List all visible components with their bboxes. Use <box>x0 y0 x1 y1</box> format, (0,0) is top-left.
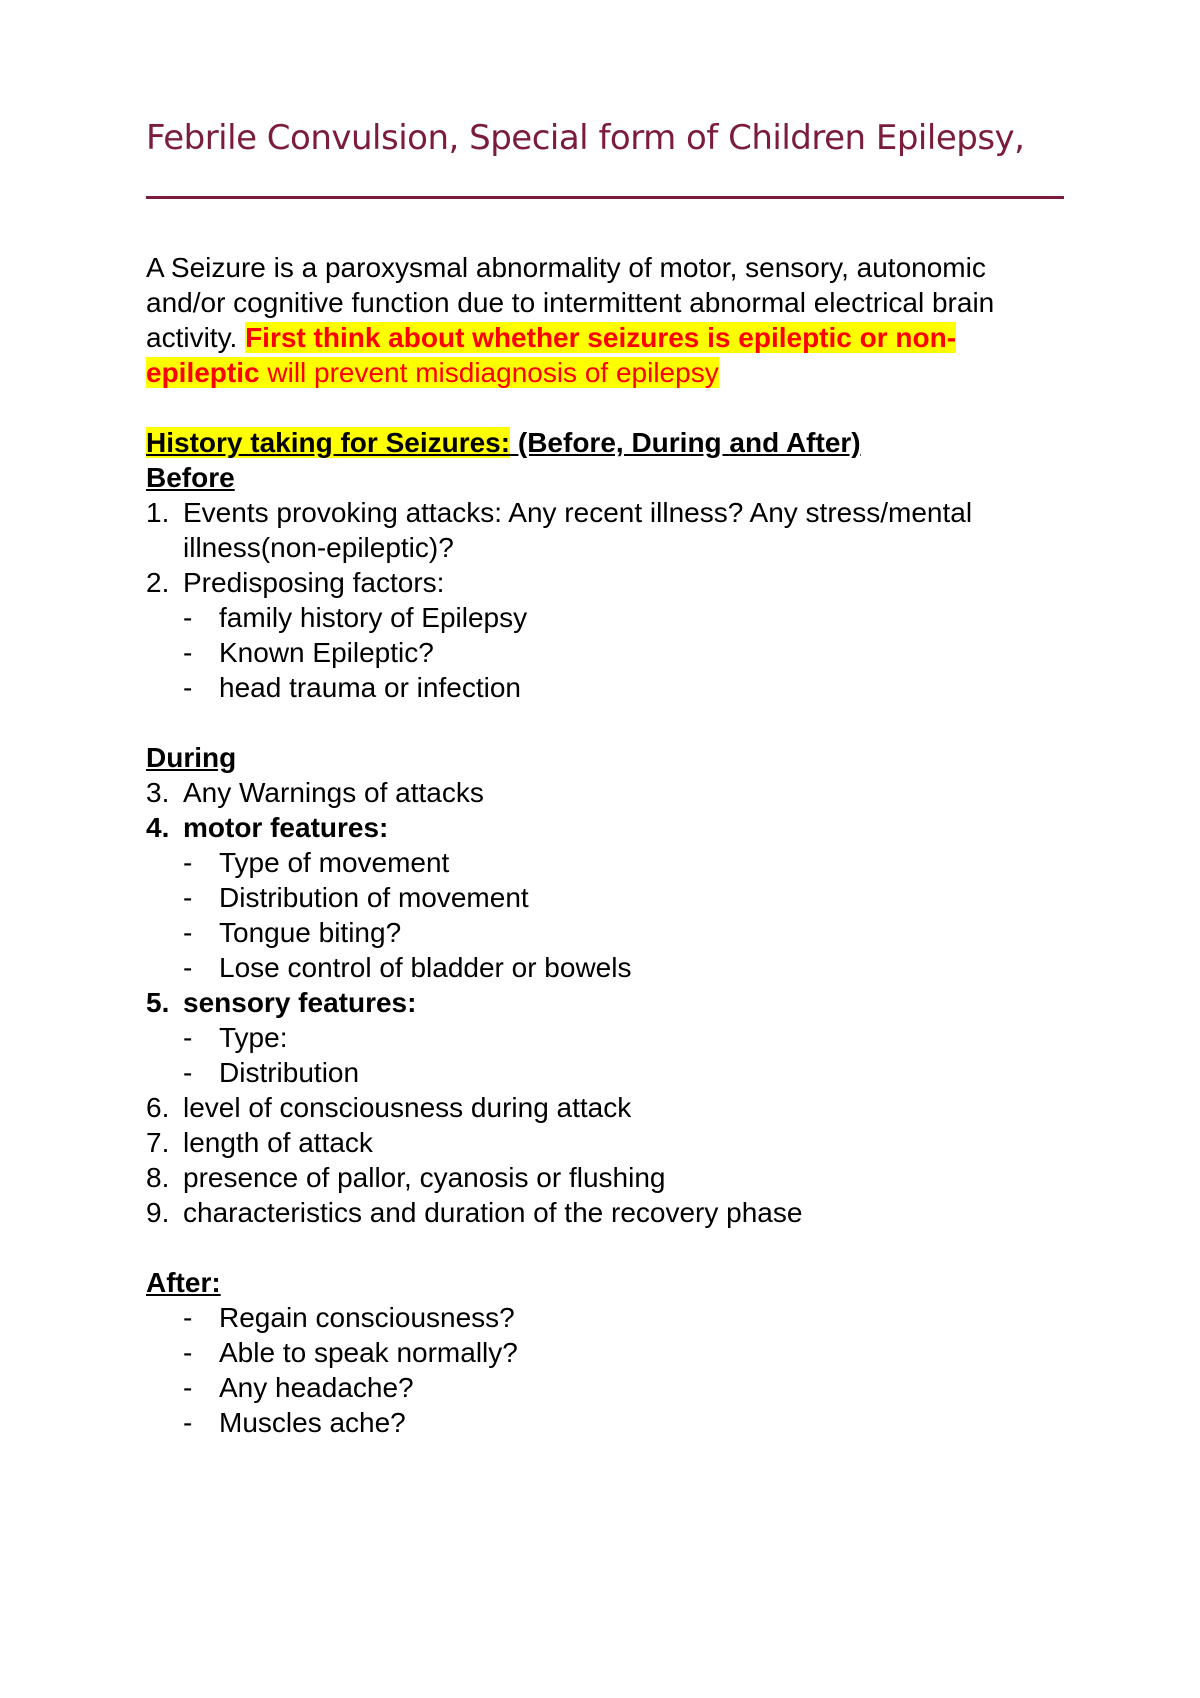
list-item <box>146 775 1066 810</box>
list-number: 1. <box>146 497 170 528</box>
list-number: 9. <box>146 1197 170 1228</box>
sub-list-item <box>146 600 1066 635</box>
list-item <box>146 565 1066 600</box>
dash-bullet: - <box>183 1302 193 1333</box>
list-text: Any Warnings of attacks <box>183 777 484 808</box>
list-item <box>146 1125 1066 1160</box>
sub-list-item <box>146 1020 1066 1055</box>
list-text: presence of pallor, cyanosis or flushing <box>183 1162 666 1193</box>
list-text: characteristics and duration of the recovery phase <box>183 1197 803 1228</box>
sub-list-text: head trauma or infection <box>219 672 521 703</box>
sub-list-text: Tongue biting? <box>219 917 402 948</box>
dash-bullet: - <box>183 602 193 633</box>
list-item <box>146 1195 1066 1230</box>
list-text: level of consciousness during attack <box>183 1092 632 1123</box>
list-text: length of attack <box>183 1127 373 1158</box>
dash-bullet: - <box>183 1022 193 1053</box>
sub-list-item <box>146 1300 1066 1335</box>
section-heading-during: During <box>146 742 237 773</box>
intro-emphasis-normal: will prevent misdiagnosis of epilepsy <box>259 357 719 388</box>
sub-list-text: Able to speak normally? <box>219 1337 518 1368</box>
sub-list-text: Regain consciousness? <box>219 1302 515 1333</box>
spacer <box>146 390 1066 425</box>
sub-list-item <box>146 950 1066 985</box>
history-heading <box>146 425 1066 460</box>
dash-bullet: - <box>183 847 193 878</box>
sub-list-text: Type of movement <box>219 847 450 878</box>
list-text: Events provoking attacks: Any recent illness? Any stress/mental illness(non-epileptic)? <box>183 497 973 563</box>
dash-bullet: - <box>183 1372 193 1403</box>
sub-list-item <box>146 915 1066 950</box>
dash-bullet: - <box>183 1337 193 1368</box>
spacer <box>146 705 1066 740</box>
sub-list-text: Distribution <box>219 1057 360 1088</box>
sub-list-item <box>146 670 1066 705</box>
spacer <box>146 1230 1066 1265</box>
sub-list-item <box>146 845 1066 880</box>
section-heading-before: Before <box>146 462 235 493</box>
sub-list-text: Distribution of movement <box>219 882 529 913</box>
sub-list-item <box>146 880 1066 915</box>
list-item <box>146 1160 1066 1195</box>
list-number: 4. <box>146 812 170 843</box>
list-number: 8. <box>146 1162 170 1193</box>
intro-text: A Seizure is a paroxysmal abnormality of motor, sensory, autonomic and/or cognitive function due to intermittent abnormal electrical brain activity. <box>146 252 995 353</box>
list-item <box>146 495 1066 565</box>
list-text: sensory features: <box>183 987 417 1018</box>
sub-list-item <box>146 1405 1066 1440</box>
document-body <box>146 250 1066 1440</box>
sub-list-text: Any headache? <box>219 1372 414 1403</box>
sub-list-item <box>146 1370 1066 1405</box>
sub-list-text: family history of Epilepsy <box>219 602 528 633</box>
section-heading-after: After: <box>146 1267 221 1298</box>
sub-list-item <box>146 635 1066 670</box>
list-item <box>146 985 1066 1020</box>
intro-paragraph <box>146 250 1066 390</box>
list-number: 3. <box>146 777 170 808</box>
sub-list-item <box>146 1055 1066 1090</box>
list-number: 5. <box>146 987 170 1018</box>
title-underline-rule <box>146 196 1064 199</box>
dash-bullet: - <box>183 637 193 668</box>
dash-bullet: - <box>183 1057 193 1088</box>
list-text: Predisposing factors: <box>183 567 445 598</box>
dash-bullet: - <box>183 952 193 983</box>
dash-bullet: - <box>183 672 193 703</box>
dash-bullet: - <box>183 1407 193 1438</box>
history-heading-rest: (Before, During and After) <box>510 427 861 458</box>
list-item <box>146 1090 1066 1125</box>
dash-bullet: - <box>183 882 193 913</box>
list-number: 2. <box>146 567 170 598</box>
sub-list-text: Known Epileptic? <box>219 637 434 668</box>
list-number: 7. <box>146 1127 170 1158</box>
list-item <box>146 810 1066 845</box>
sub-list-text: Lose control of bladder or bowels <box>219 952 632 983</box>
sub-list-text: Muscles ache? <box>219 1407 406 1438</box>
sub-list-text: Type: <box>219 1022 288 1053</box>
document-title: Febrile Convulsion, Special form of Children Epilepsy, <box>146 118 1025 158</box>
dash-bullet: - <box>183 917 193 948</box>
history-heading-highlight: History taking for Seizures: <box>146 427 511 458</box>
sub-list-item <box>146 1335 1066 1370</box>
list-text: motor features: <box>183 812 389 843</box>
list-number: 6. <box>146 1092 170 1123</box>
intro-emphasis-bold: First think about whether seizures is epileptic or non-epileptic <box>146 322 957 388</box>
